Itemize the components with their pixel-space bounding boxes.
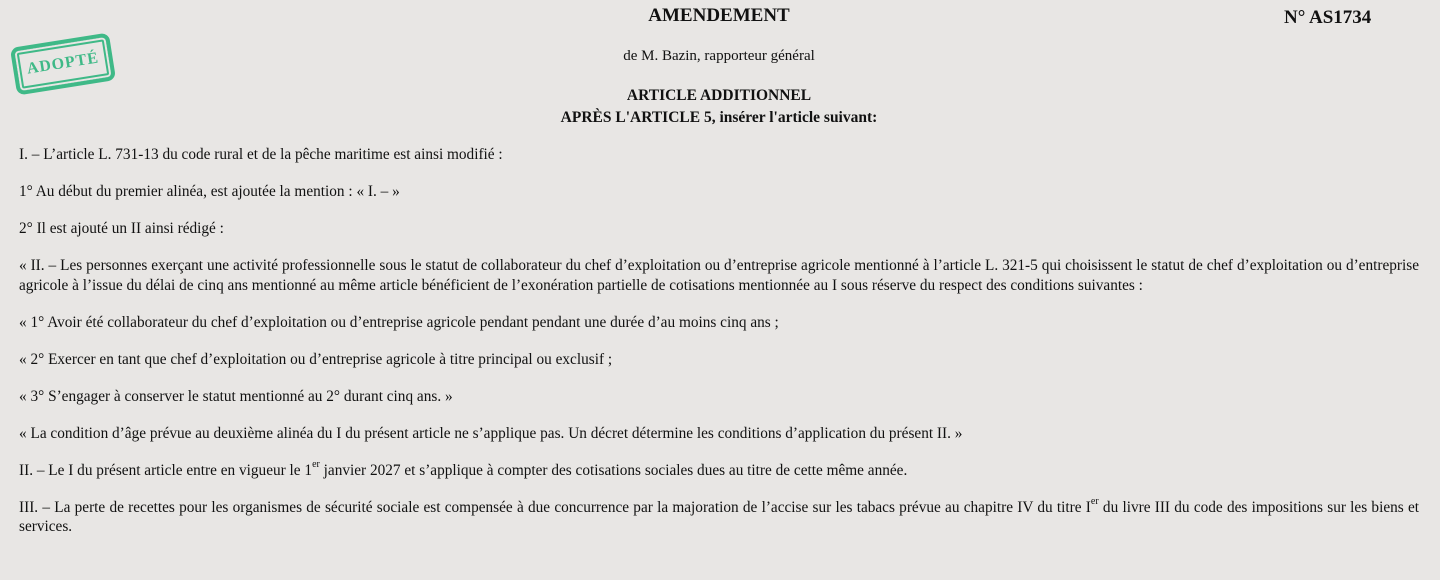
paragraph-10-superscript: er	[1090, 496, 1099, 508]
paragraph-1: I. – L’article L. 731-13 du code rural et de la pêche maritime est ainsi modifié :	[19, 146, 503, 163]
amendment-number: N° AS1734	[1284, 7, 1372, 28]
paragraph-8: « La condition d’âge prévue au deuxième alinéa du I du présent article ne s’applique pas. Un décret détermine les conditions d’application du présent II. »	[19, 424, 963, 442]
paragraph-6: « 2° Exercer en tant que chef d’exploitation ou d’entreprise agricole à titre principal ou exclusif ;	[19, 350, 613, 368]
amendment-body	[19, 145, 1419, 554]
paragraph-2: 1° Au début du premier alinéa, est ajoutée la mention : « I. – »	[19, 183, 400, 200]
adopted-stamp-label: ADOPTÉ	[25, 49, 101, 78]
paragraph-10-text-b: du livre III du code des impositions sur les biens et services.	[19, 498, 1420, 535]
paragraph-9-text-b: janvier 2027 et s’applique à compter des cotisations sociales dues au titre de cette même année.	[319, 461, 908, 479]
article-heading	[0, 85, 1438, 129]
article-instruction: APRÈS L'ARTICLE 5, insérer l'article suivant:	[560, 109, 878, 126]
article-type: ARTICLE ADDITIONNEL	[626, 87, 812, 104]
paragraph-5: « 1° Avoir été collaborateur du chef d’exploitation ou d’entreprise agricole pendant pendant une durée d’au moins cinq ans ;	[19, 313, 779, 331]
amendment-title: AMENDEMENT	[648, 5, 790, 26]
paragraph-9	[19, 461, 1419, 481]
amendment-author: de M. Bazin, rapporteur général	[623, 48, 815, 64]
paragraph-7: « 3° S’engager à conserver le statut mentionné au 2° durant cinq ans. »	[19, 387, 453, 405]
paragraph-9-superscript: er	[312, 459, 320, 471]
paragraph-9-text-a: II. – Le I du présent article entre en vigueur le 1	[19, 461, 313, 479]
paragraph-4: « II. – Les personnes exerçant une activité professionnelle sous le statut de collaborateur du chef d’exploitation ou d’entreprise agricole mentionné à l’article L. 321-5 qui choisissent le statut de chef d’exploitation ou d’entreprise agricole à l’issue du délai de cinq ans mentionné au même article bénéficient de l’exonération partielle de cotisations mentionnée au I sous réserve du respect des conditions suivantes :	[19, 257, 1419, 294]
paragraph-3: 2° Il est ajouté un II ainsi rédigé :	[19, 220, 224, 237]
paragraph-10	[19, 498, 1419, 537]
paragraph-10-text-a: III. – La perte de recettes pour les organismes de sécurité sociale est compensée à due concurrence par la majoration de l’accise sur les tabacs prévue au chapitre IV du titre I	[19, 498, 1091, 516]
